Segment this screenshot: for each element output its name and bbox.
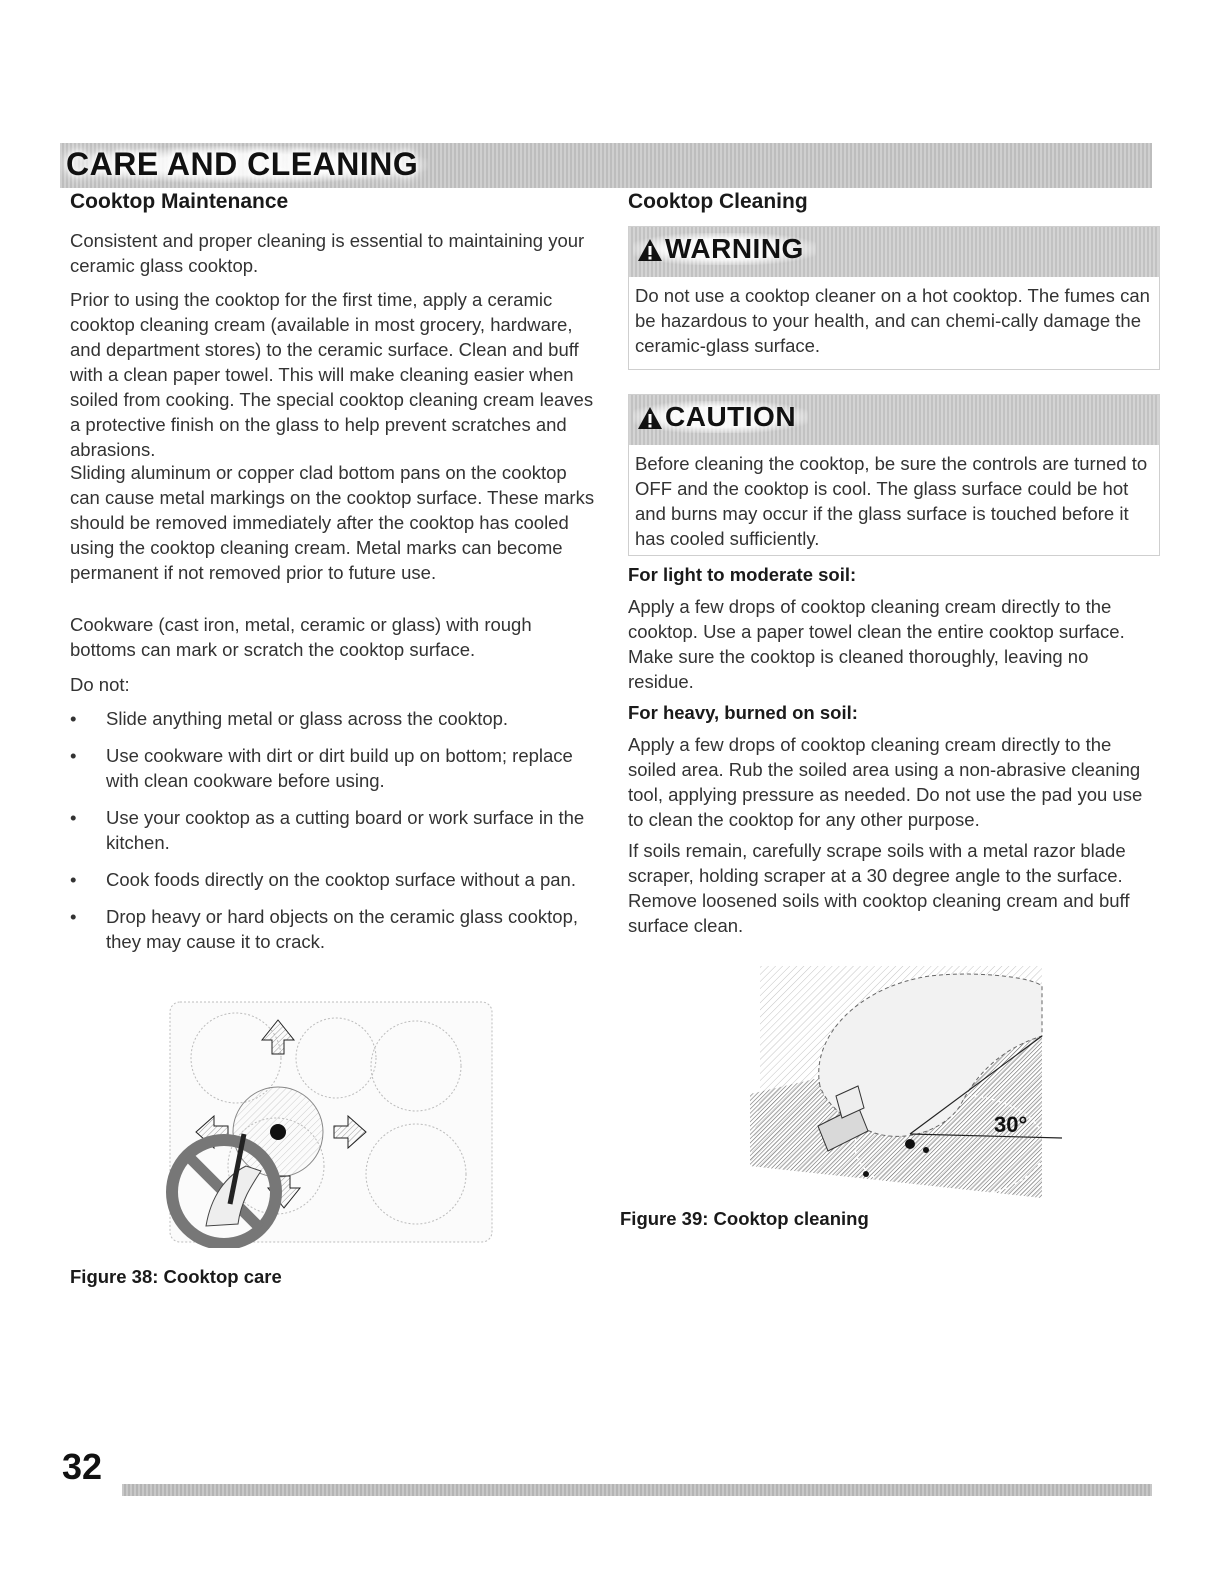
cooktop-cleaning-heading: Cooktop Cleaning	[628, 190, 808, 213]
page-number: 32	[62, 1446, 103, 1487]
maintenance-paragraph-2: Prior to using the cooktop for the first time, apply a ceramic cooktop cleaning cream (available in most grocery, hardware, and department stores) to the ceramic surface. Clean and buff with a clean paper towel. This will make cleaning easier when soiled from cooking. The special cooktop cleaning cream leaves a protective finish on the glass to help prevent scratches and abrasions.	[70, 289, 594, 460]
caution-text: Before cleaning the cooktop, be sure the controls are turned to OFF and the cooktop is cool. The glass surface could be hot and burns may occur if the glass surface is touched before it has cooled sufficiently.	[635, 453, 1148, 549]
caution-triangle-icon	[637, 406, 663, 430]
list-item: • Slide anything metal or glass across the cooktop.	[70, 706, 600, 731]
warning-box	[628, 226, 1160, 370]
maintenance-paragraph-3: Sliding aluminum or copper clad bottom pans on the cooktop can cause metal markings on the cooktop surface. These marks should be removed immediately after the cooktop has cooled using the cooktop cleaning cream. Metal marks can become permanent if not removed prior to future use.	[70, 462, 595, 583]
cooktop-care-illustration	[166, 996, 496, 1248]
heavy-soil-text-1: Apply a few drops of cooktop cleaning cream directly to the soiled area. Rub the soiled area using a non-abrasive cleaning tool, applying pressure as needed. Do not use the pad you use to clean the cooktop for any other purpose.	[628, 734, 1143, 830]
section-banner	[60, 143, 1152, 188]
heavy-soil-text-2: If soils remain, carefully scrape soils with a metal razor blade scraper, holding scraper at a 30 degree angle to the surface. Remove loosened soils with cooktop cleaning cream and buff surface clean.	[628, 840, 1130, 936]
list-item: • Drop heavy or hard objects on the ceramic glass cooktop, they may cause it to crack.	[70, 904, 600, 954]
maintenance-paragraph-1: Consistent and proper cleaning is essential to maintaining your ceramic glass cooktop.	[70, 230, 585, 276]
figure-39-caption: Figure 39: Cooktop cleaning	[620, 1208, 869, 1229]
heavy-soil-heading: For heavy, burned on soil:	[628, 702, 858, 723]
cooktop-maintenance-heading: Cooktop Maintenance	[70, 190, 289, 213]
light-soil-heading: For light to moderate soil:	[628, 564, 857, 585]
caution-box	[628, 394, 1160, 556]
cooktop-cleaning-illustration	[740, 966, 1070, 1198]
do-not-list	[70, 706, 600, 966]
angle-label: 30°	[994, 1112, 1028, 1137]
light-soil-text: Apply a few drops of cooktop cleaning cream directly to the cooktop. Use a paper towel clean the entire cooktop surface. Make sure the cooktop is cleaned thoroughly, leaving no residue.	[628, 596, 1125, 692]
list-item: • Use your cooktop as a cutting board or work surface in the kitchen.	[70, 805, 600, 855]
list-item: • Use cookware with dirt or dirt build up on bottom; replace with clean cookware before using.	[70, 743, 600, 793]
caution-header	[629, 395, 1159, 445]
list-item: • Cook foods directly on the cooktop surface without a pan.	[70, 867, 600, 892]
warning-triangle-icon	[637, 238, 663, 262]
do-not-label: Do not:	[70, 674, 130, 695]
warning-header	[629, 227, 1159, 277]
figure-38-caption: Figure 38: Cooktop care	[70, 1266, 282, 1287]
warning-label: WARNING	[633, 233, 816, 265]
maintenance-paragraph-4: Cookware (cast iron, metal, ceramic or glass) with rough bottoms can mark or scratch the cooktop surface.	[70, 614, 532, 660]
warning-text: Do not use a cooktop cleaner on a hot cooktop. The fumes can be hazardous to your health, and can chemi-cally damage the ceramic-glass surface.	[635, 285, 1150, 356]
footer-bar	[122, 1484, 1152, 1496]
section-title: CARE AND CLEANING	[64, 146, 428, 183]
caution-label: CAUTION	[633, 401, 808, 433]
